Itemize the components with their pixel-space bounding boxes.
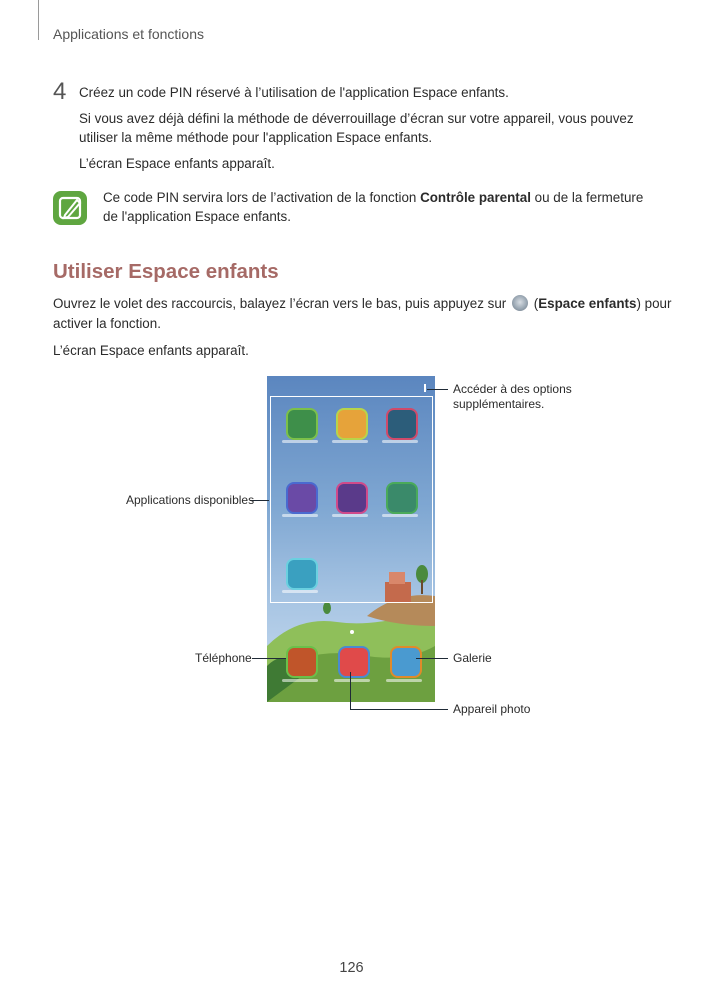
margin-rule <box>38 0 39 40</box>
app-label <box>382 440 418 443</box>
callout-available-apps: Applications disponibles <box>126 493 255 507</box>
app-icon[interactable] <box>286 558 318 590</box>
note-text-2: de l'application Espace enfants. <box>103 209 291 224</box>
app-label <box>332 514 368 517</box>
callout-line-camera-h <box>350 709 448 710</box>
app-label <box>332 440 368 443</box>
step-text-4: L’écran Espace enfants apparaît. <box>79 156 275 171</box>
page-number: 126 <box>339 960 364 976</box>
kids-home-screenshot <box>267 376 435 702</box>
app-icon[interactable] <box>286 482 318 514</box>
section-title: Utiliser Espace enfants <box>53 260 279 283</box>
app-icon[interactable] <box>336 482 368 514</box>
app-label <box>382 514 418 517</box>
app-label <box>282 679 318 682</box>
note-pencil-icon <box>53 191 87 225</box>
app-label <box>386 679 422 682</box>
app-label <box>334 679 370 682</box>
note-text-1: Ce code PIN servira lors de l’activation de la fonction Contrôle parental ou de la fermeture <box>103 190 644 205</box>
section-para-1b: activer la fonction. <box>53 316 161 331</box>
kids-home-icon <box>512 295 528 311</box>
gallery-app-icon[interactable] <box>390 646 422 678</box>
running-header: Applications et fonctions <box>53 26 204 42</box>
step-text-1: Créez un code PIN réservé à l’utilisation de l'application Espace enfants. <box>79 85 509 100</box>
section-para-2: L’écran Espace enfants apparaît. <box>53 343 249 358</box>
callout-gallery: Galerie <box>453 651 492 665</box>
callout-phone: Téléphone <box>195 651 252 665</box>
callout-more-options: Accéder à des options supplémentaires. <box>453 382 572 411</box>
callout-camera: Appareil photo <box>453 702 531 716</box>
app-icon[interactable] <box>386 408 418 440</box>
phone-app-icon[interactable] <box>286 646 318 678</box>
app-label <box>282 440 318 443</box>
more-options-icon[interactable] <box>424 384 426 392</box>
step-text-3: utiliser la même méthode pour l'application Espace enfants. <box>79 130 433 145</box>
step-number: 4 <box>53 78 67 105</box>
app-icon[interactable] <box>386 482 418 514</box>
callout-line-camera-v <box>350 672 351 709</box>
app-icon[interactable] <box>336 408 368 440</box>
callout-line-phone <box>252 658 286 659</box>
camera-app-icon[interactable] <box>338 646 370 678</box>
section-para-1: Ouvrez le volet des raccourcis, balayez l’écran vers le bas, puis appuyez sur (Espace enfants) pour <box>53 296 672 311</box>
app-icon[interactable] <box>286 408 318 440</box>
callout-line-gallery <box>416 658 448 659</box>
app-label <box>282 514 318 517</box>
callout-line-more-options <box>427 389 448 390</box>
app-label <box>282 590 318 593</box>
step-text-2: Si vous avez déjà défini la méthode de déverrouillage d’écran sur votre appareil, vous pouvez <box>79 111 634 126</box>
